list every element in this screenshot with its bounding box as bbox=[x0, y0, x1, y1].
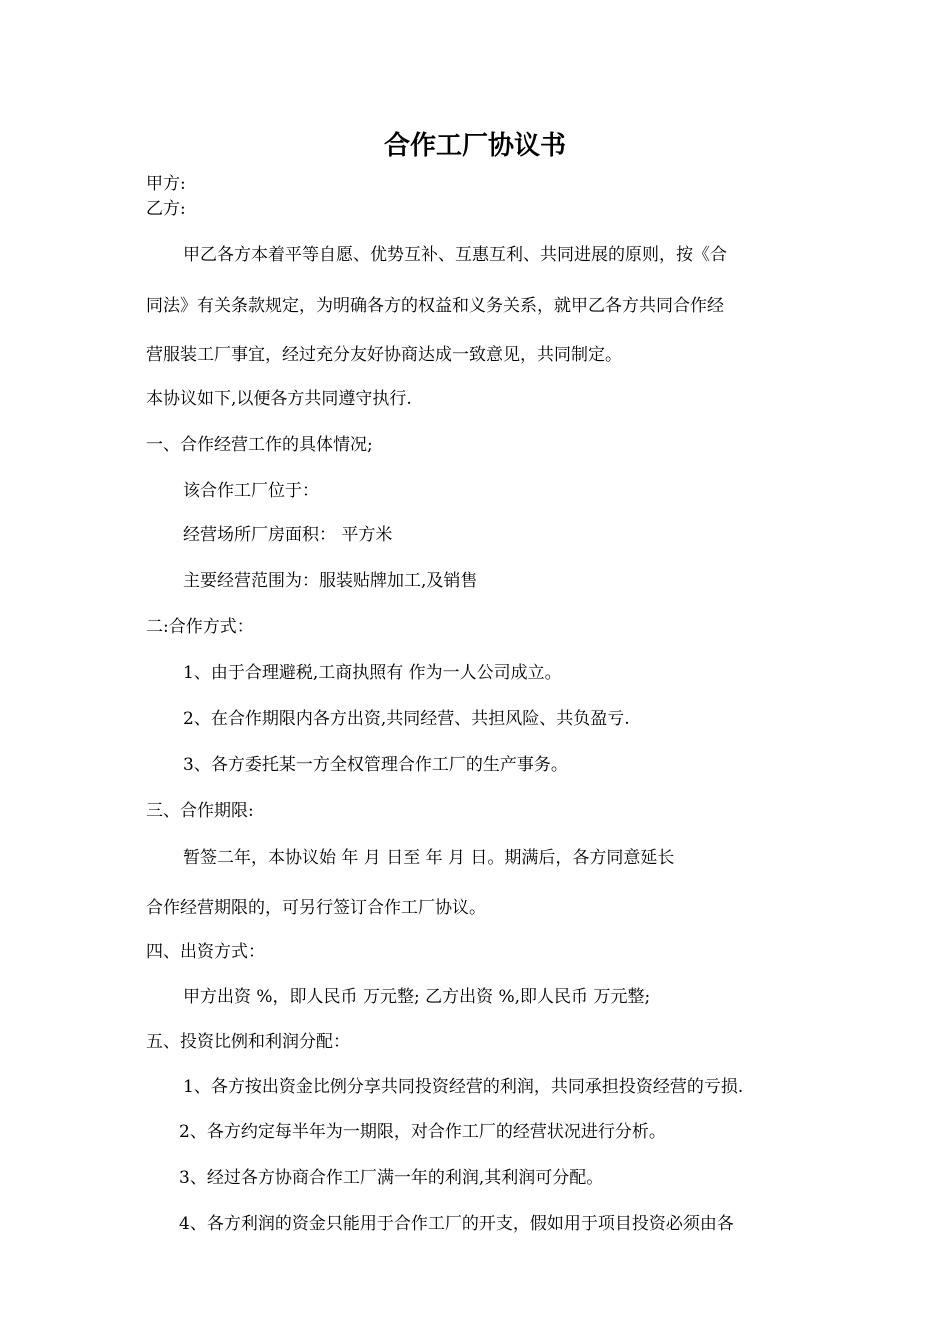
intro-line-3: 营服装工厂事宜，经过充分友好协商达成一致意见，共同制定。 bbox=[146, 345, 622, 365]
party-a-label: 甲方: bbox=[146, 174, 186, 194]
intro-tail: 本协议如下,以便各方共同遵守执行. bbox=[146, 389, 412, 409]
document-title: 合作工厂协议书 bbox=[383, 131, 566, 161]
section-3-heading: 三、合作期限: bbox=[146, 801, 254, 821]
section-2-item-3: 3、各方委托某一方全权管理合作工厂的生产事务。 bbox=[183, 755, 568, 775]
section-1-item-2: 经营场所厂房面积： 平方米 bbox=[183, 525, 393, 545]
section-1-item-3: 主要经营范围为：服装贴牌加工,及销售 bbox=[183, 571, 478, 591]
section-2-item-1: 1、由于合理避税,工商执照有 作为一人公司成立。 bbox=[183, 663, 562, 683]
intro-line-1: 甲乙各方本着平等自愿、优势互补、互惠互利、共同进展的原则，按《合 bbox=[183, 245, 727, 265]
section-5-item-3: 3、经过各方协商合作工厂满一年的利润,其利润可分配。 bbox=[179, 1168, 604, 1188]
section-5-heading: 五、投资比例和利润分配： bbox=[146, 1032, 350, 1052]
section-5-item-4: 4、各方利润的资金只能用于合作工厂的开支，假如用于项目投资必须由各 bbox=[179, 1214, 734, 1234]
section-1-item-1: 该合作工厂位于： bbox=[183, 481, 319, 501]
section-5-item-2: 2、各方约定每半年为一期限，对合作工厂的经营状况进行分析。 bbox=[179, 1122, 666, 1142]
section-1-heading: 一、合作经营工作的具体情况; bbox=[146, 435, 373, 455]
section-3-line-2: 合作经营期限的，可另行签订合作工厂协议。 bbox=[146, 898, 486, 918]
intro-line-2: 同法》有关条款规定，为明确各方的权益和义务关系，就甲乙各方共同合作经 bbox=[146, 296, 724, 316]
section-4-line: 甲方出资 %，即人民币 万元整; 乙方出资 %,即人民币 万元整; bbox=[183, 987, 651, 1007]
party-b-label: 乙方: bbox=[146, 199, 186, 219]
section-2-heading: 二:合作方式： bbox=[146, 617, 254, 637]
section-2-item-2: 2、在合作期限内各方出资,共同经营、共担风险、共负盈亏. bbox=[183, 709, 630, 729]
section-5-item-1: 1、各方按出资金比例分享共同投资经营的利润，共同承担投资经营的亏损. bbox=[183, 1077, 744, 1097]
section-4-heading: 四、出资方式： bbox=[146, 942, 265, 962]
section-3-line-1: 暂签二年，本协议始 年 月 日至 年 月 日。期满后，各方同意延长 bbox=[183, 848, 675, 868]
